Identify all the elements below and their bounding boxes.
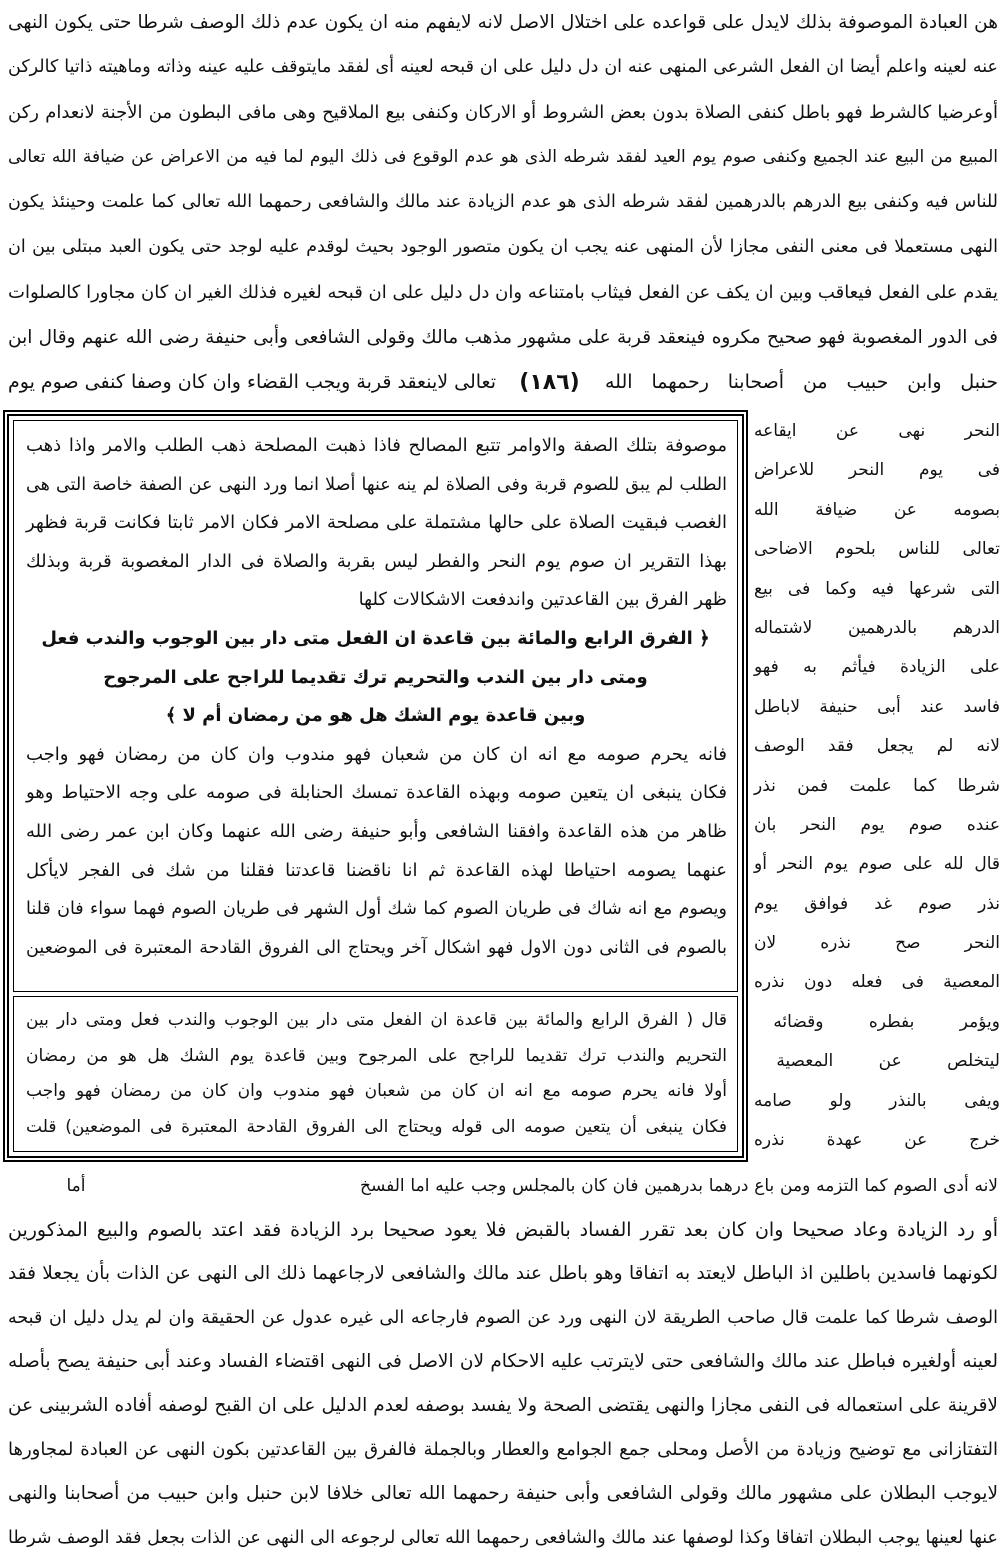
text-line: أولا فانه يحرم صومه مع انه ان كان من شعبان فهو مندوب وان كان من رمضان فهو واجب [26, 1081, 727, 1101]
text-line: فى الدور المغصوبة فهو صحيح مكروه فينعقد قربة على مشهور مذهب مالك وقولى الشافعى وأبى حنيفة رضى الله عنهم وقال ابن [8, 327, 998, 348]
text-line: شرطا كما علمت فمن نذر [754, 775, 1000, 796]
page-number: (١٨٦) [519, 370, 580, 395]
text-line: قال ( الفرق الرابع والمائة بين قاعدة ان الفعل متى دار بين الوجوب والندب فعل ومتى دار بين [26, 1010, 727, 1030]
text-line: فاسد عند أبى حنيفة لاباطل [754, 696, 1000, 717]
text-line: لاقرينة على استعماله فى النفى مجازا والنهى يقتضى الصحة ولا يفسد بوصفه لعدم الدليل على ان القبح لوصفه أفاده الشربينى عن [8, 1395, 998, 1416]
side-column [752, 410, 1000, 1162]
lower-box [13, 996, 738, 1152]
text-line: الوصف شرطا كما علمت قال صاحب الطريقة لان النهى ورد عن الصوم فارجاعه الى غيره عدول عن الحقيقة وان لم يدل دليل ان قبحه [8, 1308, 998, 1328]
page-number-line [6, 360, 998, 405]
text-line: بالصوم فى الثانى دون الاول فهو اشكال آخر ويحتاج الى الفروق القادحة المعتبرة فى الموضعين [26, 937, 727, 958]
text-line: هن العبادة الموصوفة بذلك لايدل على قواعده على اختلال الاصل لانه لايفهم منه ان يكون عدم ذلك الوصف شرطا حتى يكون النهى [8, 12, 998, 33]
section-heading: ﴿ الفرق الرابع والمائة بين قاعدة ان الفعل متى دار بين الوجوب والندب فعل [41, 627, 710, 649]
text-line: أوعرضيا كالشرط فهو باطل كنفى الصلاة بدون بعض الشروط أو الاركان وكنفى بيع الملاقيح وهى مافى البطون من الأجنة لانعدام ركن [8, 102, 998, 123]
text-line: فكان ينبغى أن يتعين صومه الى قوله ويحتاج الى الفروق القادحة المعتبرة فى الموضعين) قلت [26, 1116, 727, 1137]
text-line: بصومه عن ضيافة الله [754, 499, 1000, 520]
text-line: عنه لعينه واعلم أيضا ان الفعل الشرعى المنهى عنه ان دل دليل على ان قبحه لعينه أى لفقد مايتوقف عليه عينه وذاته وماهيته ذاتيا كالركن [8, 57, 998, 77]
text-line: فكان ينبغى ان يتعين صومه وبهذه القاعدة تمسك الحنابلة فى صومه على وجه الاحتياط وهو [26, 782, 727, 804]
top-paragraph [6, 0, 998, 405]
text-line: ويفى بالنذر ولو صامه [754, 1090, 1000, 1111]
text-line: ظاهر من هذه القاعدة وافقنا الشافعى وأبو حنيفة رضى الله عنهما وكان ابن عمر رضى الله [26, 820, 727, 842]
text-line: فانه يحرم صومه مع انه ان كان من شعبان فهو مندوب وان كان من رمضان فهو واجب [26, 743, 727, 765]
text-line: التحريم والندب ترك تقديما للراجح على المرجوح وبين قاعدة يوم الشك هل هو من رمضان [26, 1045, 727, 1066]
text-line: تعالى لاينعقد قربة ويجب القضاء وان كان وصفا كنفى صوم يوم [8, 371, 496, 393]
text-line: النحر نهى عن ايقاعه [754, 421, 1000, 441]
text-line: الغصب فبقيت الصلاة على حالها مشتملة على مصلحة الامر فكان الامر ثابتا فكانت قربة فظهر [26, 512, 727, 534]
text-line: النحر صح نذره لان [754, 933, 1000, 954]
text-line: ليتخلص عن المعصية [776, 1051, 1000, 1072]
middle-section [3, 410, 1000, 1162]
text-line: على الزيادة فيأثم به فهو [754, 657, 1000, 678]
text-line: عنهما يصومه احتياطا لهذه القاعدة ثم انا ناقضنا قاعدتنا فقلنا من شك فى الفجر لايأكل [26, 859, 727, 881]
text-line: عنها لعينها يوجب البطلان اتفاقا وكذا لوصفها عند مالك والشافعى رحمهما الله تعالى لرجوعه الى النهى عن الذات بجعل فقد الوصف شرطا [8, 1528, 998, 1548]
text-line: الطلب لم يبق للصوم قربة وفى الصلاة لم ينه عنها أصلا انما ورد النهى عن الصفة خاصة التى هى [26, 474, 727, 495]
text-line: أو رد الزيادة وعاد صحيحا وان كان بعد تقرر الفساد بالقبض فلا يعود صحيحا برد الزيادة فقد اعتد بالصوم والبيع المذكورين [8, 1219, 998, 1241]
text-line: الدرهم بالدرهمين لاشتماله [754, 617, 1000, 638]
text-line: ويؤمر بفطره وقضائه [773, 1011, 1000, 1032]
text-line: حنبل وابن حبيب من أصحابنا رحمهما الله [605, 371, 998, 393]
text-line: لايوجب البطلان على مشهور مالك وقولى الشافعى وأبى حنيفة رحمهما الله تعالى خلافا لابن حنبل وابن حبيب من أصحابنا والنهى [8, 1483, 998, 1504]
text-line: لعينه أولغيره فباطل عند مالك والشافعى حتى لايترتب عليه الاحكام لان الاصل فى النهى اقتضاء الفساد وعند أبى حنيفة يصح بأصله [8, 1351, 998, 1372]
catchword-line [6, 1164, 998, 1208]
text-line: يقدم على الفعل فيعاقب وبين ان يكف عن الفعل فيثاب بامتناعه وان دل دليل على ان قبحه لغيره فذلك الغير ان كان مجاورا كالصلوات [8, 282, 998, 303]
text-line: للناس فيه وكنفى بيع الدرهم بالدرهمين لفقد شرطه الذى هو عدم الزيادة عند مالك والشافعى رحمهما الله تعالى كما علمت وحينئذ يكون [8, 192, 998, 212]
section-heading: ومتى دار بين الندب والتحريم ترك تقديما للراجح على المرجوح [103, 666, 648, 688]
text-line: عنده صوم يوم النحر بان [754, 814, 1000, 835]
text-line: لانه أدى الصوم كما التزمه ومن باع درهما بدرهمين فان كان بالمجلس وجب عليه اما الفسخ [360, 1176, 998, 1196]
upper-box [13, 420, 738, 992]
bottom-paragraph [6, 1164, 998, 1560]
text-line: التفتازانى مع توضيح وزيادة من الأصل ومحلى جمع الجوامع والعطار وبالجملة فالفرق بين القاعدتين بكون النهى عن العبادة لمجاورها [8, 1439, 998, 1460]
text-line: بهذا التقرير ان صوم يوم النحر والفطر ليس بقربة والصلاة فى الدار المغصوبة قربة وبذلك [26, 550, 727, 572]
text-line: فى يوم النحر للاعراض [754, 460, 1000, 481]
text-line: لانه لم يجعل فقد الوصف [754, 736, 1000, 757]
text-line: المعصية فى فعله دون نذره [754, 972, 1000, 993]
text-line: خرج عن عهدة نذره [754, 1130, 1000, 1151]
text-line: تعالى للناس بلحوم الاضاحى [754, 539, 1000, 560]
text-line: التى شرعها فيه وكما فى بيع [754, 578, 1000, 599]
text-line: موصوفة بتلك الصفة والاوامر تتبع المصالح فاذا ذهبت المصلحة ذهب الطلب والامر واذا ذهب [26, 435, 727, 456]
text-line: ويصوم مع انه شاك فى طريان الصوم كما شك أول الشهر فى طريان الصوم فهما سواء فان قلنا [26, 899, 727, 920]
text-line: ظهر الفرق بين القاعدتين واندفعت الاشكالات كلها [358, 589, 727, 611]
text-line: نذر صوم غد فوافق يوم [754, 893, 1000, 914]
text-line: المبيع من البيع عند الجميع وكنفى صوم يوم العيد لفقد شرطه الذى هو عدم الوقوع فى ذلك اليوم لما فيه من الاعراض عن ضيافة الله تعالى [8, 147, 998, 167]
catchword: أما [66, 1176, 86, 1196]
text-line: قال لله على صوم يوم النحر أو [754, 854, 1000, 875]
text-line: لكونهما فاسدين باطلين اذ الباطل لايعتد به اتفاقا وهو باطل عند مالك والشافعى لارجاعهما ذلك الى النهى عن الذات بأن يجعلا فقد [8, 1263, 998, 1284]
framed-box [3, 410, 748, 1162]
section-heading: وبين قاعدة يوم الشك هل هو من رمضان أم لا ﴾ [165, 705, 586, 727]
text-line: النهى مستعملا فى معنى النفى مجازا لأن المنهى عنه يجب ان يكون متصور الوجود بحيث لوقدم عليه لوجد حتى يكون العبد مبتلى بين ان [8, 237, 998, 257]
